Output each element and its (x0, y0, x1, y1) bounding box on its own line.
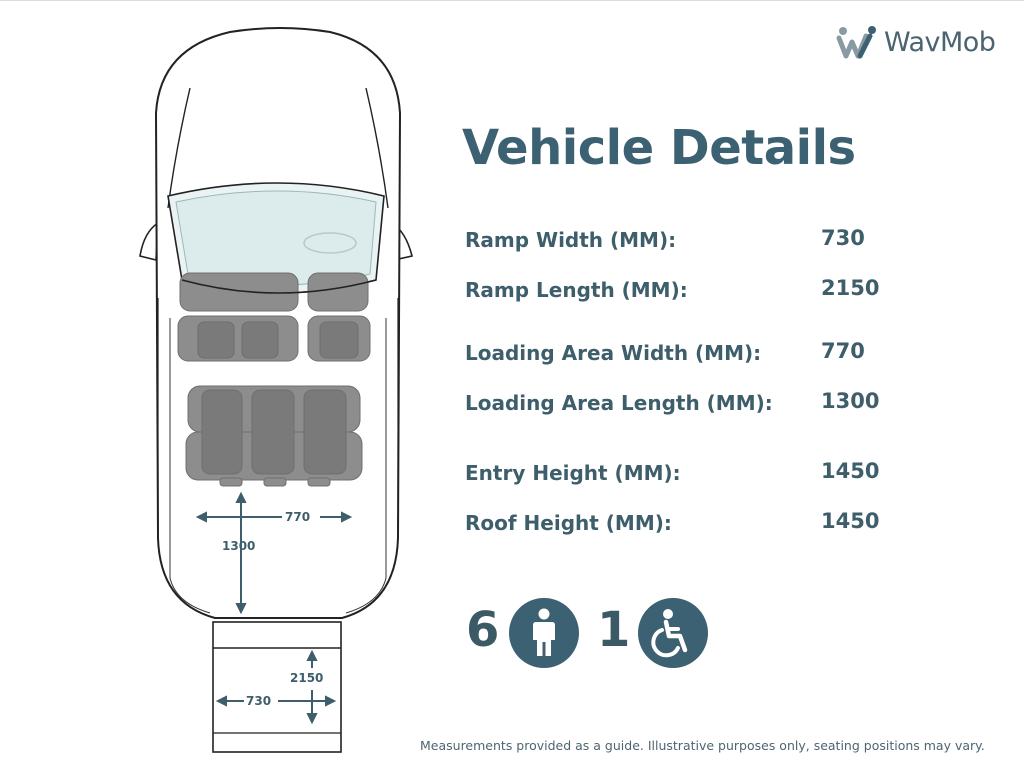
spec-row (465, 391, 905, 421)
person-icon (509, 598, 579, 668)
wheelchair-icon (638, 598, 708, 668)
loading-width-label: 770 (285, 510, 311, 524)
page-title: Vehicle Details (462, 120, 856, 176)
top-divider (0, 0, 1024, 1)
brand-logo (836, 22, 995, 62)
spec-row (465, 461, 905, 491)
vehicle-outline-svg (130, 18, 430, 758)
disclaimer-text: Measurements provided as a guide. Illustrative purposes only, seating positions may vary. (420, 738, 985, 753)
spec-label: Entry Height (MM): (465, 461, 681, 485)
spec-label: Loading Area Length (MM): (465, 391, 773, 415)
ramp-length-label: 2150 (290, 671, 324, 685)
brand-name: WavMob (884, 26, 996, 58)
spec-value: 1450 (821, 459, 880, 483)
spec-label: Ramp Width (MM): (465, 228, 677, 252)
spec-value: 1450 (821, 509, 880, 533)
spec-label: Loading Area Width (MM): (465, 341, 762, 365)
spec-value: 2150 (821, 276, 880, 300)
seat-count: 6 (466, 602, 500, 658)
wavmob-logo-icon (836, 24, 878, 60)
spec-row (465, 228, 905, 258)
spec-value: 770 (821, 339, 865, 363)
spec-label: Roof Height (MM): (465, 511, 672, 535)
spec-value: 730 (821, 226, 865, 250)
wheelchair-count: 1 (597, 602, 631, 658)
vehicle-diagram (130, 18, 430, 758)
spec-label: Ramp Length (MM): (465, 278, 688, 302)
spec-row (465, 278, 905, 308)
spec-value: 1300 (821, 389, 880, 413)
spec-row (465, 341, 905, 371)
spec-row (465, 511, 905, 541)
loading-length-label: 1300 (222, 539, 256, 553)
ramp-width-label: 730 (246, 694, 272, 708)
